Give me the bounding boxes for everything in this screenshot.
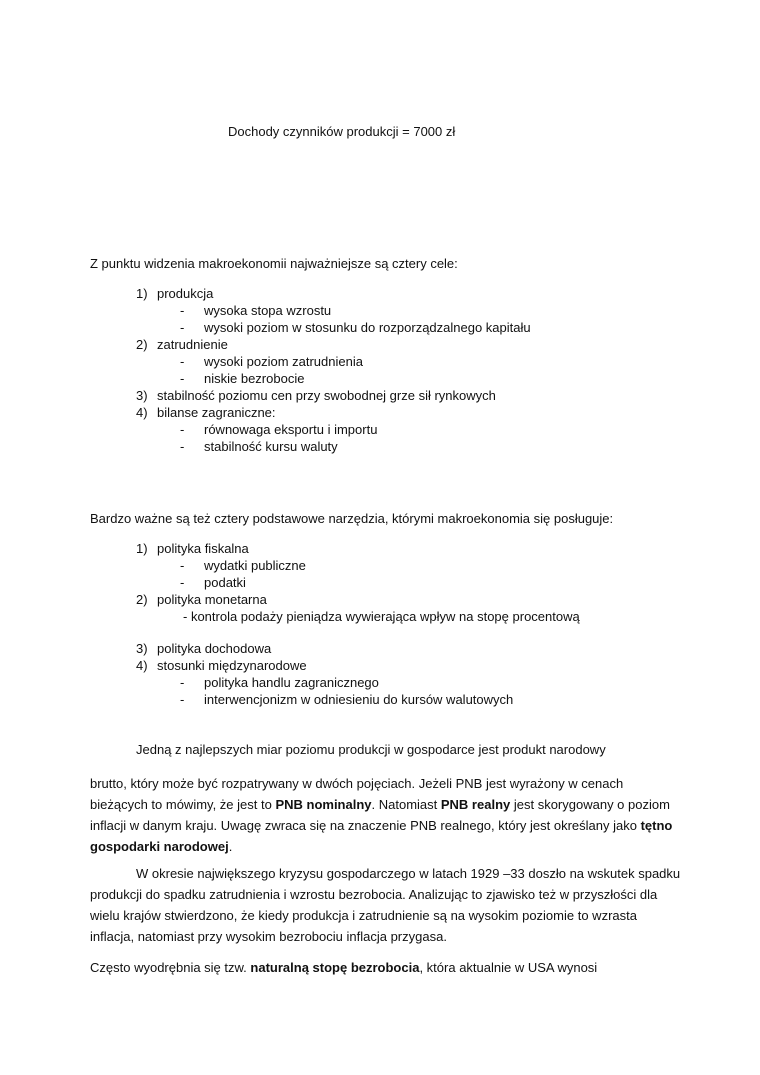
- paragraph-line: inflacja, natomiast przy wysokim bezrobociu inflacja przygasa.: [90, 929, 447, 944]
- paragraph-line: W okresie największego kryzysu gospodarczego w latach 1929 –33 doszło na wskutek spadku: [136, 866, 681, 881]
- text-run: .: [228, 839, 233, 854]
- paragraph-line: wielu krajów stwierdzono, że kiedy produkcja i zatrudnienie są na wysokim poziomie to wzrasta: [90, 908, 637, 923]
- sub-label: wysoki poziom zatrudnienia: [204, 354, 363, 369]
- list-label: zatrudnienie: [157, 337, 228, 352]
- term-gospodarka: gospodarki narodowej: [90, 839, 229, 854]
- dash-bullet: -: [180, 354, 185, 369]
- sub-label: podatki: [204, 575, 246, 590]
- goal-sub-item: [180, 320, 531, 336]
- text-run: inflacji w danym kraju. Uwagę zwraca się na znaczenie PNB realnego, który jest określany jako: [90, 818, 641, 833]
- tool-sub-item: [180, 558, 306, 574]
- paragraph-line: Jedną z najlepszych miar poziomu produkcji w gospodarce jest produkt narodowy: [136, 742, 606, 757]
- paragraph-line: brutto, który może być rozpatrywany w dwóch pojęciach. Jeżeli PNB jest wyrażony w cenach: [90, 776, 624, 791]
- goal-item-2: [136, 337, 228, 353]
- dash-bullet: -: [180, 558, 185, 573]
- goal-sub-item: [180, 439, 338, 455]
- dash-bullet: -: [180, 303, 185, 318]
- goal-sub-item: [180, 303, 331, 319]
- sub-label: wydatki publiczne: [204, 558, 306, 573]
- paragraph-line: [90, 839, 232, 855]
- dash-bullet: -: [180, 439, 185, 454]
- text-run: . Natomiast: [371, 797, 441, 812]
- list-number: 2): [136, 592, 148, 607]
- list-label: stabilność poziomu cen przy swobodnej grze sił rynkowych: [157, 388, 496, 403]
- dash-bullet: -: [180, 692, 185, 707]
- list-label: polityka monetarna: [157, 592, 267, 607]
- term-pnb-nominal: PNB nominalny: [275, 797, 372, 812]
- tool-item-1: [136, 541, 249, 557]
- sub-label: niskie bezrobocie: [204, 371, 305, 386]
- paragraph-line: [90, 797, 670, 813]
- list-number: 3): [136, 388, 148, 403]
- list-label: stosunki międzynarodowe: [157, 658, 307, 673]
- tool-item-3: [136, 641, 271, 657]
- paragraph-line: [90, 960, 597, 976]
- dash-bullet: -: [180, 575, 185, 590]
- sub-label: polityka handlu zagranicznego: [204, 675, 379, 690]
- tools-intro: Bardzo ważne są też cztery podstawowe narzędzia, którymi makroekonomia się posługuje:: [90, 511, 614, 526]
- list-number: 4): [136, 405, 148, 420]
- tool-sub-item: [180, 692, 513, 708]
- tool-item-2: [136, 592, 267, 608]
- term-tetno: tętno: [640, 818, 673, 833]
- equation-line: Dochody czynników produkcji = 7000 zł: [228, 124, 456, 139]
- paragraph-line: produkcji do spadku zatrudnienia i wzrostu bezrobocia. Analizując to zjawisko też w przyszłości dla: [90, 887, 658, 902]
- tool-sub-item: [180, 675, 379, 691]
- sub-label: stabilność kursu waluty: [204, 439, 338, 454]
- goal-sub-item: [180, 354, 363, 370]
- dash-bullet: -: [180, 675, 185, 690]
- goal-sub-item: [180, 371, 304, 387]
- dash-bullet: -: [180, 371, 185, 386]
- list-number: 3): [136, 641, 148, 656]
- tool-item-4: [136, 658, 307, 674]
- goal-item-3: [136, 388, 496, 404]
- list-label: polityka fiskalna: [157, 541, 249, 556]
- paragraph-line: [90, 818, 672, 834]
- list-label: bilanse zagraniczne:: [157, 405, 276, 420]
- goals-intro: Z punktu widzenia makroekonomii najważniejsze są cztery cele:: [90, 256, 458, 271]
- text-run: , która aktualnie w USA wynosi: [419, 960, 598, 975]
- text-run: jest skorygowany o poziom: [510, 797, 670, 812]
- goal-item-4: [136, 405, 276, 421]
- sub-label: interwencjonizm w odniesieniu do kursów walutowych: [204, 692, 514, 707]
- dash-bullet: -: [180, 422, 185, 437]
- text-run: bieżących to mówimy, że jest to: [90, 797, 276, 812]
- term-natural-unemployment: naturalną stopę bezrobocia: [250, 960, 420, 975]
- tool-sub-item: - kontrola podaży pieniądza wywierająca wpływ na stopę procentową: [183, 609, 580, 624]
- term-pnb-real: PNB realny: [440, 797, 511, 812]
- goal-sub-item: [180, 422, 377, 438]
- list-number: 1): [136, 286, 148, 301]
- sub-label: wysoki poziom w stosunku do rozporządzalnego kapitału: [204, 320, 531, 335]
- list-label: produkcja: [157, 286, 214, 301]
- list-label: polityka dochodowa: [157, 641, 272, 656]
- sub-label: wysoka stopa wzrostu: [204, 303, 332, 318]
- goal-item-1: [136, 286, 213, 302]
- list-number: 4): [136, 658, 148, 673]
- list-number: 1): [136, 541, 148, 556]
- text-run: Często wyodrębnia się tzw.: [90, 960, 251, 975]
- sub-label: równowaga eksportu i importu: [204, 422, 378, 437]
- dash-bullet: -: [180, 320, 185, 335]
- list-number: 2): [136, 337, 148, 352]
- tool-sub-item: [180, 575, 246, 591]
